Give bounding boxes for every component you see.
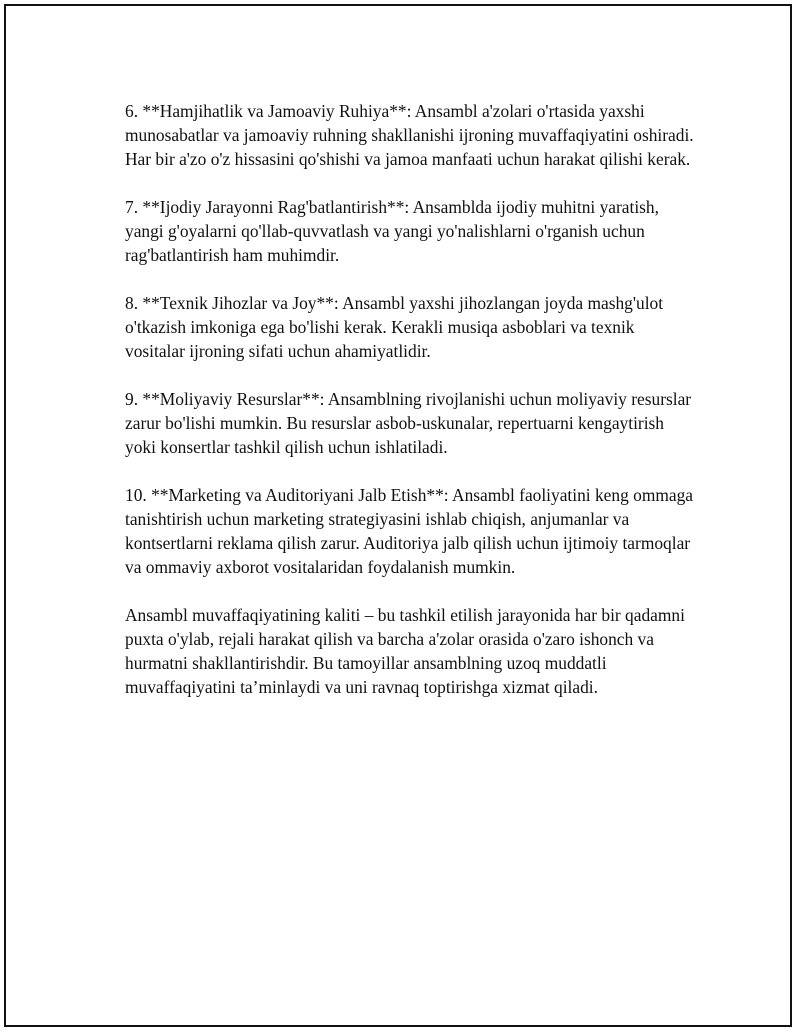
paragraph-item-8: 8. **Texnik Jihozlar va Joy**: Ansambl yaxshi jihozlangan joyda mashg'ulot o'tkazish imkoniga ega bo'lishi kerak. Kerakli musiqa asboblari va texnik vositalar ijroning sifati uchun ahamiyatlidir. <box>125 293 664 361</box>
paragraph-item-10: 10. **Marketing va Auditoriyani Jalb Etish**: Ansambl faoliyatini keng ommaga tanishtirish uchun marketing strategiyasini ishlab chiqish, anjumanlar va kontsertlarni reklama qilish zarur. Auditoriya jalb qilish uchun ijtimoiy tarmoqlar va ommaviy axborot vositalaridan foydalanish mumkin. <box>125 485 694 577</box>
document-page <box>4 4 792 1027</box>
document-body <box>125 99 697 699</box>
paragraph-item-6: 6. **Hamjihatlik va Jamoaviy Ruhiya**: Ansambl a'zolari o'rtasida yaxshi munosabatlar va jamoaviy ruhning shakllanishi ijroning muvaffaqiyatini oshiradi. Har bir a'zo o'z hissasini qo'shishi va jamoa manfaati uchun harakat qilishi kerak. <box>125 101 694 169</box>
conclusion-paragraph: Ansambl muvaffaqiyatining kaliti – bu tashkil etilish jarayonida har bir qadamni puxta o'ylab, rejali harakat qilish va barcha a'zolar orasida o'zaro ishonch va hurmatni shakllantirishdir. Bu tamoyillar ansamblning uzoq muddatli muvaffaqiyatini ta’minlaydi va uni ravnaq toptirishga xizmat qiladi. <box>125 605 685 697</box>
paragraph-item-9: 9. **Moliyaviy Resurslar**: Ansamblning rivojlanishi uchun moliyaviy resurslar zarur bo'lishi mumkin. Bu resurslar asbob-uskunalar, repertuarni kengaytirish yoki konsertlar tashkil qilish uchun ishlatiladi. <box>125 389 692 457</box>
paragraph-item-7: 7. **Ijodiy Jarayonni Rag'batlantirish**: Ansamblda ijodiy muhitni yaratish, yangi g'oyalarni qo'llab-quvvatlash va yangi yo'nalishlarni o'rganish uchun rag'batlantirish ham muhimdir. <box>125 197 659 265</box>
